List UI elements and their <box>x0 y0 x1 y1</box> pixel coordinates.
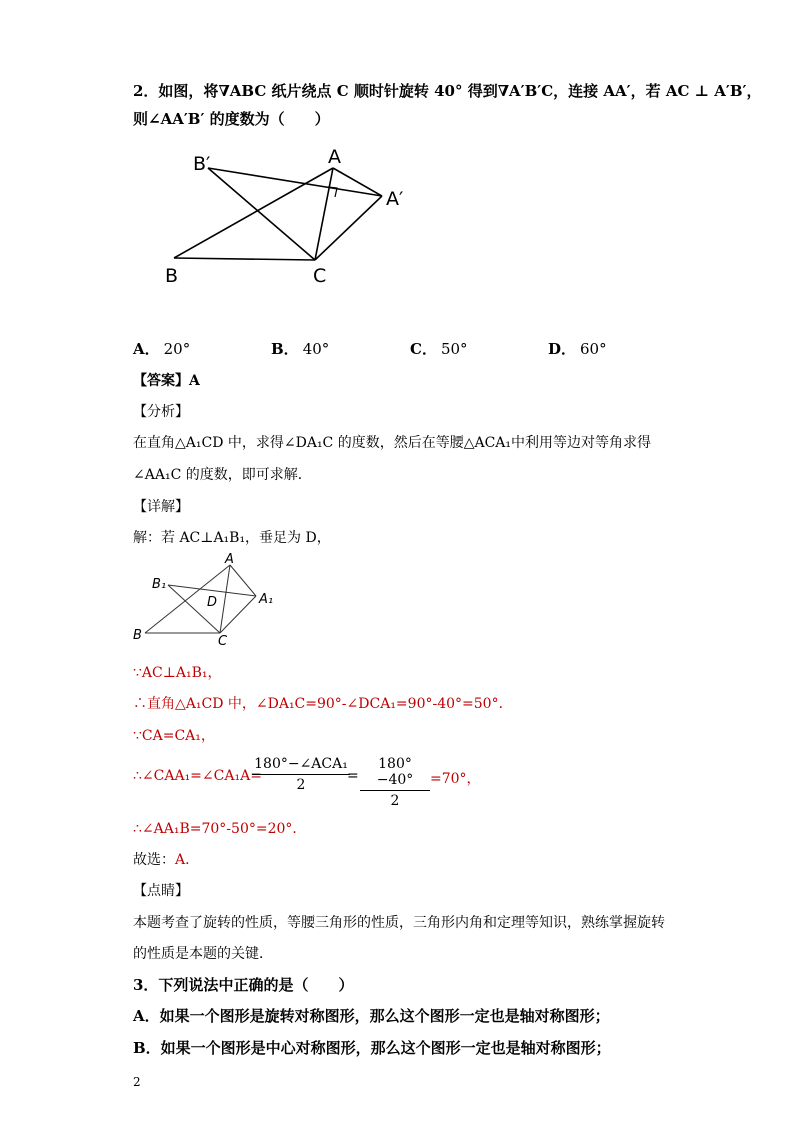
comment-line-1: 本题考查了旋转的性质，等腰三角形的性质，三角形内角和定理等知识，熟练掌握旋转 <box>133 915 665 931</box>
fraction-1 <box>252 756 350 793</box>
label-b: B <box>165 265 179 287</box>
step-1: ∵AC⊥A₁B₁， <box>133 665 222 681</box>
segment-aa1 <box>230 565 256 596</box>
segment-a1c <box>220 596 256 633</box>
rotation-figure <box>160 140 420 290</box>
option-d: D． 60° <box>548 340 607 358</box>
detail-tag: 【详解】 <box>133 499 189 515</box>
option-b: B． 40° <box>271 340 330 358</box>
fraction-2-numerator: 180°−40° <box>376 756 414 788</box>
label-a: A <box>328 146 341 168</box>
question-3-option-a: A．如果一个图形是旋转对称图形，那么这个图形一定也是轴对称图形； <box>133 1007 610 1025</box>
segment-ba <box>174 168 333 258</box>
comment-tag: 【点睛】 <box>133 883 189 899</box>
analysis-tag: 【分析】 <box>133 404 189 420</box>
answer-tag: 【答案】 <box>133 373 189 389</box>
question-3-stem: 3．下列说法中正确的是（ ） <box>133 976 354 994</box>
analysis-line-2: ∠AA₁C 的度数，即可求解． <box>133 467 312 483</box>
label-d: D <box>207 595 218 610</box>
label-c: C <box>218 634 228 649</box>
label-c: C <box>313 265 327 287</box>
segment-bc <box>174 258 315 260</box>
step-2: ∴直角△A₁CD 中，∠DA₁C=90°-∠DCA₁=90°-40°=50°． <box>133 696 513 712</box>
question-3-option-b: B．如果一个图形是中心对称图形，那么这个图形一定也是轴对称图形； <box>133 1039 611 1057</box>
choose-line: 故选：A． <box>133 852 200 868</box>
question-2-line-1: 2．如图，将∇ABC 纸片绕点 C 顺时针旋转 40° 得到∇A′B′C，连接 AA′，若 AC ⊥ A′B′， <box>133 82 762 100</box>
option-c: C． 50° <box>410 340 468 358</box>
segment-ac <box>220 565 230 633</box>
comment-line-2: 的性质是本题的关键． <box>133 946 273 962</box>
label-a: A <box>225 552 234 567</box>
step-5: ∴∠AA₁B=70°-50°=20°． <box>133 821 307 837</box>
label-b1: B₁ <box>152 577 167 592</box>
label-a-prime: A′ <box>386 188 404 210</box>
segment-ba <box>145 565 230 633</box>
label-b-prime: B′ <box>193 153 211 175</box>
fraction-2 <box>360 756 430 809</box>
fraction-1-denominator: 2 <box>296 777 306 793</box>
answer-value: A <box>189 373 200 389</box>
step-4-prefix: ∴∠CAA₁=∠CA₁A= <box>133 768 262 784</box>
equals-sign: = <box>347 768 359 784</box>
page-number: 2 <box>133 1075 141 1089</box>
step-4-suffix: =70°， <box>430 771 481 787</box>
analysis-line-1: 在直角△A₁CD 中，求得∠DA₁C 的度数，然后在等腰△ACA₁中利用等边对等角求得 <box>133 435 652 451</box>
detail-line-1: 解：若 AC⊥A₁B₁，垂足为 D， <box>133 530 331 546</box>
fraction-1-numerator: 180°−∠ACA₁ <box>254 756 348 772</box>
segment-b-prime-c <box>208 168 315 260</box>
question-2-line-2: 则∠AA′B′ 的度数为（ ） <box>133 110 330 128</box>
fraction-2-denominator: 2 <box>390 793 400 809</box>
label-a1: A₁ <box>259 592 274 607</box>
step-3: ∵CA=CA₁， <box>133 728 215 744</box>
label-b: B <box>133 628 142 643</box>
answer-line <box>133 370 200 390</box>
solution-figure <box>130 550 290 650</box>
option-a: A． 20° <box>133 340 191 358</box>
